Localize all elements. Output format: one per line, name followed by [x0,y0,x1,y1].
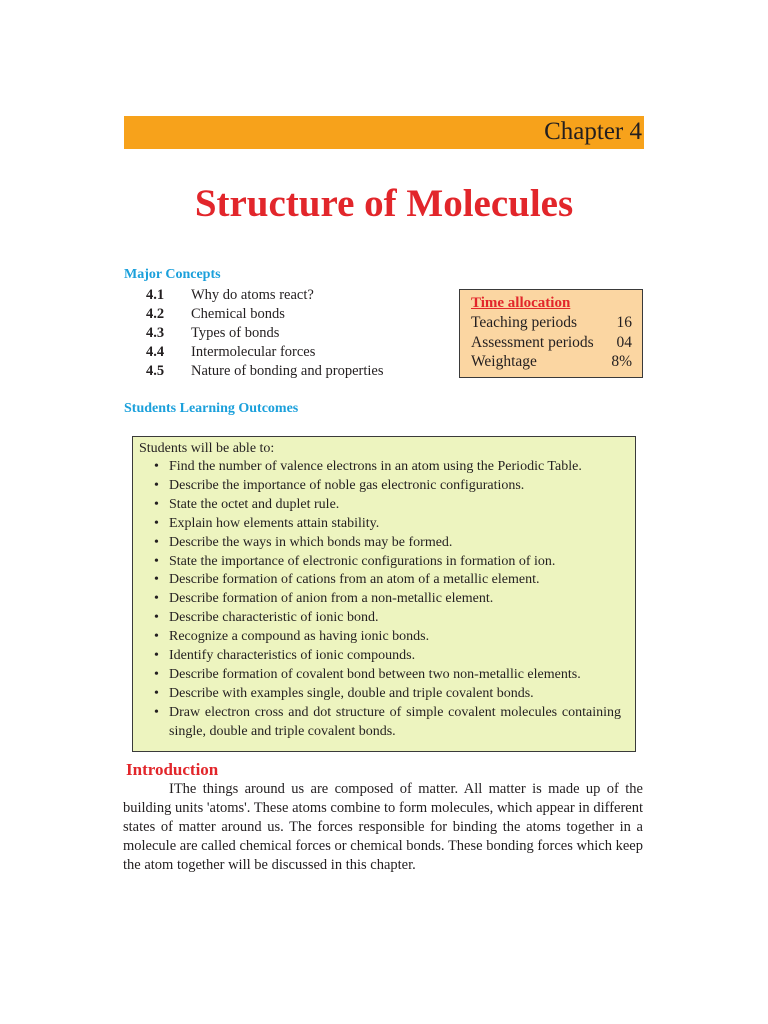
bullet-icon: • [154,515,159,531]
outcome-item [154,704,621,742]
concept-number: 4.3 [146,325,165,341]
time-allocation-row [471,352,632,372]
page-title: Structure of Molecules [194,182,574,225]
outcome-text: Describe formation of anion from a non-metallic element. [169,591,494,607]
bullet-icon: • [154,610,159,626]
concept-text: Types of bonds [191,325,280,341]
time-row-label: Weightage [471,353,537,370]
concept-item [146,362,383,381]
outcome-item [154,571,621,590]
concept-number: 4.2 [146,306,165,322]
bullet-icon: • [154,685,159,701]
outcome-item [154,628,621,647]
outcome-item [154,458,621,477]
time-row-value: 8% [611,353,632,370]
major-concepts-list [146,286,383,381]
outcome-item [154,534,621,553]
concept-item [146,305,383,324]
bullet-icon: • [154,591,159,607]
outcome-item [154,590,621,609]
outcome-text: Identify characteristics of ionic compounds. [169,648,416,664]
outcome-text: State the octet and duplet rule. [169,496,340,512]
outcome-item [154,666,621,685]
bullet-icon: • [154,459,159,474]
outcomes-intro: Students will be able to: [139,441,275,456]
outcome-item [154,515,621,534]
concept-item [146,343,383,362]
time-row-label: Teaching periods [471,314,578,331]
time-allocation-title: Time allocation [471,295,571,311]
bullet-icon: • [154,534,159,550]
concept-text: Why do atoms react? [191,287,314,303]
concept-number: 4.5 [146,363,165,379]
concept-number: 4.1 [146,287,165,303]
outcomes-list [139,458,621,742]
outcome-text: Describe formation of cations from an atom of a metallic element. [169,572,540,588]
bullet-icon: • [154,666,159,682]
concept-item [146,286,383,305]
chapter-label: Chapter 4 [544,118,642,145]
outcome-text: Recognize a compound as having ionic bonds. [169,629,430,645]
outcome-item [154,609,621,628]
outcome-item [154,477,621,496]
outcome-text: Describe characteristic of ionic bond. [169,610,379,626]
bullet-icon: • [154,496,159,512]
outcome-text: Explain how elements attain stability. [169,515,380,531]
outcome-text: Describe the ways in which bonds may be formed. [169,534,453,550]
outcome-item [154,647,621,666]
bullet-icon: • [154,477,159,493]
concept-number: 4.4 [146,344,165,360]
time-row-label: Assessment periods [471,333,594,351]
concept-text: Chemical bonds [191,306,285,322]
time-allocation-row [471,313,632,333]
major-concepts-heading: Major Concepts [124,267,221,282]
bullet-icon: • [154,572,159,588]
outcome-item [154,496,621,515]
bullet-icon: • [154,648,159,664]
concept-text: Nature of bonding and properties [191,363,384,379]
time-row-value: 04 [616,333,632,351]
outcome-text: Describe the importance of noble gas electronic configurations. [169,477,525,493]
concept-item [146,324,383,343]
introduction-paragraph: IThe things around us are composed of matter. All matter is made up of the building units 'atoms'. These atoms combine to form molecules, which appear in different states of matter around us. The forces responsible for binding the atoms together in a molecule are called chemical forces or chemical bonds. These bonding forces which keep the atom together will be discussed in this chapter. [123,781,643,873]
outcome-text: Describe formation of covalent bond between two non-metallic elements. [169,666,581,682]
bullet-icon: • [154,553,159,569]
bullet-icon: • [154,629,159,645]
outcome-item [154,553,621,572]
outcome-item [154,685,621,704]
outcome-text: Find the number of valence electrons in an atom using the Periodic Table. [169,459,582,474]
learning-outcomes-box [132,436,636,752]
chapter-banner [124,116,644,149]
introduction-heading: Introduction [126,760,219,779]
concept-text: Intermolecular forces [191,344,316,360]
time-allocation-box [459,289,643,378]
outcome-text: Describe with examples single, double and triple covalent bonds. [169,685,534,701]
outcome-text: State the importance of electronic configurations in formation of ion. [169,553,556,569]
learning-outcomes-heading: Students Learning Outcomes [124,401,299,416]
time-allocation-row [471,333,632,353]
bullet-icon: • [154,704,159,720]
outcome-text: Draw electron cross and dot structure of simple covalent molecules containing single, double and triple covalent bonds. [169,704,621,739]
time-row-value: 16 [616,314,632,331]
